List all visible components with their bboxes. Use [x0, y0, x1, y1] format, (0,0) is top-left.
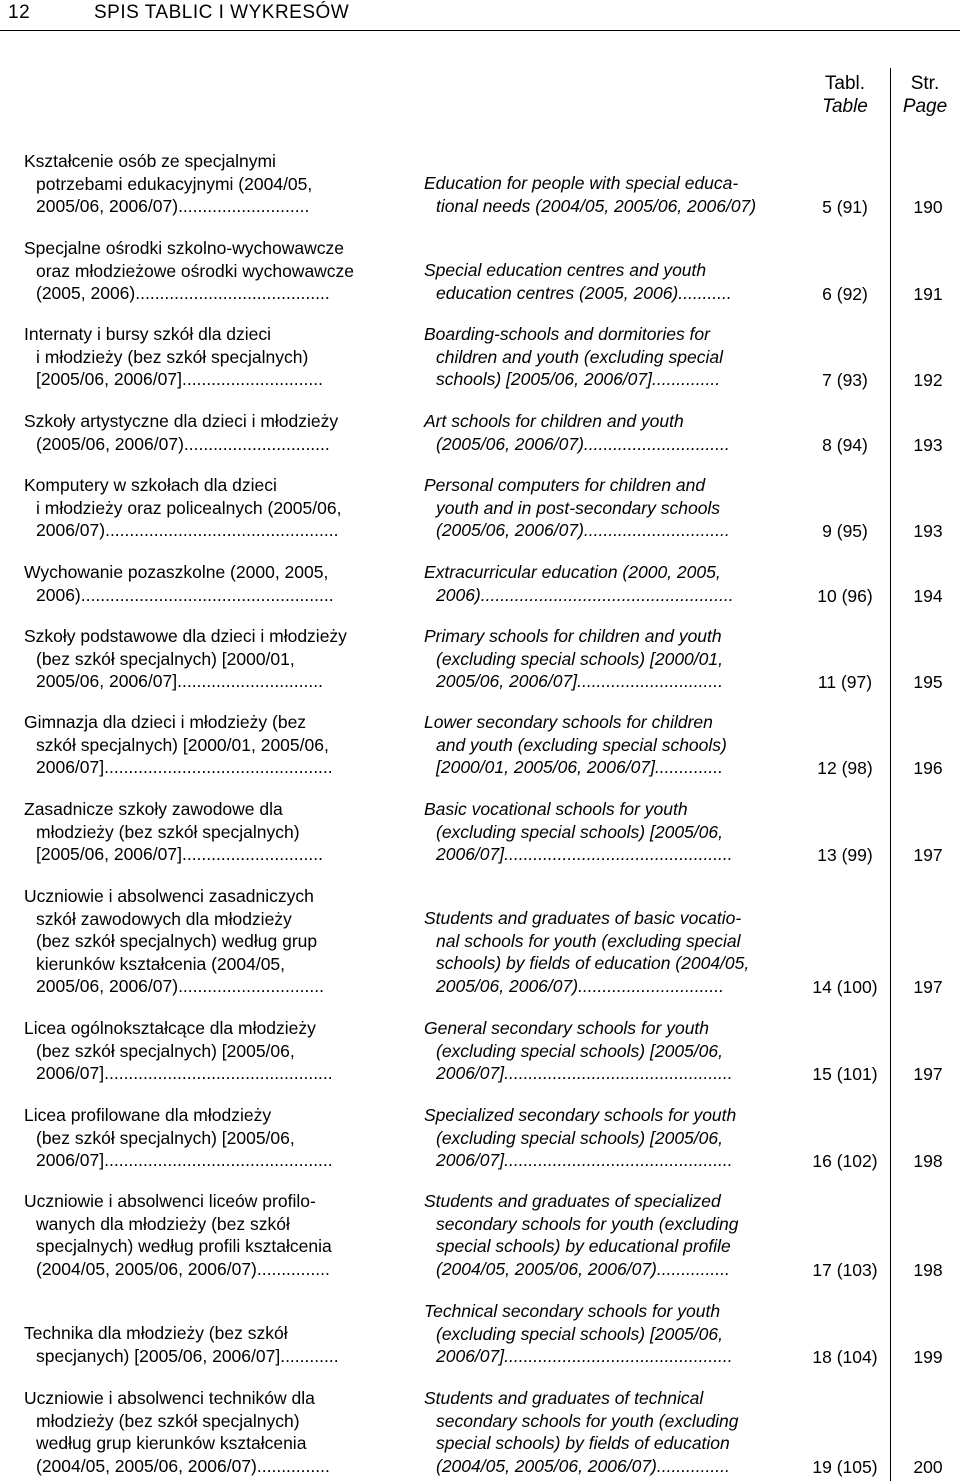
toc-entry [0, 1190, 960, 1281]
toc-entry [0, 150, 960, 218]
entry-page-number: 192 [913, 369, 943, 390]
toc-entry [0, 1017, 960, 1085]
entry-table-number: 17 (103) [812, 1259, 878, 1280]
table-column-heading [805, 72, 885, 118]
toc-entry [0, 323, 960, 391]
entry-page-number: 198 [913, 1259, 943, 1280]
entry-table-number: 18 (104) [812, 1346, 878, 1367]
entry-title-en: Basic vocational schools for youth (excluding special schools) [2005/06, 2006/07]............................................... [424, 799, 733, 864]
entry-table-number: 6 (92) [822, 283, 868, 304]
entry-page-number: 196 [913, 757, 943, 778]
page-heading-en: Page [902, 96, 948, 117]
entry-title-pl: Uczniowie i absolwenci liceów profilo- wanych dla młodzieży (bez szkół specjalnych) według profili kształcenia (2004/05, 2005/06, 2006/07)............... [24, 1191, 332, 1279]
entry-title-en: Education for people with special educa- tional needs (2004/05, 2005/06, 2006/07) [424, 173, 757, 216]
entry-title-pl: Szkoły artystyczne dla dzieci i młodzieży (2005/06, 2006/07).............................. [24, 411, 339, 454]
toc-entry [0, 798, 960, 866]
entry-title-pl: Internaty i bursy szkół dla dzieci i młodzieży (bez szkół specjalnych) [2005/06, 2006/07]............................. [24, 324, 323, 389]
entry-title-en: Students and graduates of specialized secondary schools for youth (excluding special schools) by educational profile (2004/05, 2005/06, 2006/07)............... [424, 1191, 739, 1279]
toc-entry [0, 711, 960, 779]
page-heading-pl: Str. [910, 73, 940, 94]
entry-table-number: 14 (100) [812, 976, 878, 997]
entry-table-number: 12 (98) [817, 757, 873, 778]
page-header [0, 0, 960, 31]
page-number: 12 [8, 2, 31, 23]
entry-table-number: 19 (105) [812, 1456, 878, 1477]
entry-table-number: 7 (93) [822, 369, 868, 390]
entry-title-pl: Gimnazja dla dzieci i młodzieży (bez szkół specjalnych) [2000/01, 2005/06, 2006/07]............................................... [24, 712, 333, 777]
entry-title-en: Personal computers for children and youth and in post-secondary schools (2005/06, 2006/07).............................. [424, 475, 730, 540]
entry-table-number: 15 (101) [812, 1063, 878, 1084]
entry-title-en: Technical secondary schools for youth (excluding special schools) [2005/06, 2006/07]............................................... [424, 1301, 733, 1366]
entry-table-number: 8 (94) [822, 434, 868, 455]
entry-title-pl: Technika dla młodzieży (bez szkół specjanych) [2005/06, 2006/07]............ [24, 1323, 339, 1366]
entry-title-en: Boarding-schools and dormitories for children and youth (excluding special schools) [2005/06, 2006/07].............. [424, 324, 723, 389]
entry-title-pl: Zasadnicze szkoły zawodowe dla młodzieży (bez szkół specjalnych) [2005/06, 2006/07]............................. [24, 799, 323, 864]
toc-entry [0, 1104, 960, 1172]
section-title: SPIS TABLIC I WYKRESÓW [94, 2, 350, 23]
entry-page-number: 193 [913, 434, 943, 455]
entry-title-pl: Uczniowie i absolwenci zasadniczych szkół zawodowych dla młodzieży (bez szkół specjalnych) według grup kierunków kształcenia (2004/05, 2005/06, 2006/07).............................. [24, 886, 324, 996]
entry-table-number: 16 (102) [812, 1150, 878, 1171]
entry-table-number: 9 (95) [822, 520, 868, 541]
entry-title-pl: Szkoły podstawowe dla dzieci i młodzieży (bez szkół specjalnych) [2000/01, 2005/06, 2006/07].............................. [24, 626, 347, 691]
entry-page-number: 194 [913, 585, 943, 606]
toc-entry [0, 625, 960, 693]
toc-entry [0, 474, 960, 542]
toc-entry [0, 885, 960, 998]
entry-title-en: Students and graduates of basic vocatio- nal schools for youth (excluding special schools) by fields of education (2004/05, 2005/06, 2006/07).............................. [424, 908, 750, 996]
entry-table-number: 5 (91) [822, 196, 868, 217]
entry-title-en: Extracurricular education (2000, 2005, 2006).................................................... [424, 562, 734, 605]
entry-page-number: 193 [913, 520, 943, 541]
entry-title-en: Specialized secondary schools for youth (excluding special schools) [2005/06, 2006/07]............................................... [424, 1105, 737, 1170]
entry-title-pl: Uczniowie i absolwenci techników dla młodzieży (bez szkół specjalnych) według grup kierunków kształcenia (2004/05, 2005/06, 2006/07)............... [24, 1388, 330, 1476]
toc-entry [0, 410, 960, 456]
toc-entry [0, 561, 960, 607]
entry-title-en: Special education centres and youth education centres (2005, 2006)........... [424, 260, 732, 303]
entry-page-number: 198 [913, 1150, 943, 1171]
toc-entry [0, 1387, 960, 1478]
entry-page-number: 197 [913, 1063, 943, 1084]
entry-title-en: General secondary schools for youth (excluding special schools) [2005/06, 2006/07]............................................... [424, 1018, 733, 1083]
toc-entry [0, 1300, 960, 1368]
toc-entry [0, 237, 960, 305]
entry-page-number: 197 [913, 976, 943, 997]
entry-title-pl: Specjalne ośrodki szkolno-wychowawcze oraz młodzieżowe ośrodki wychowawcze (2005, 2006)........................................ [24, 238, 355, 303]
entry-title-en: Primary schools for children and youth (excluding special schools) [2000/01, 2005/06, 2006/07].............................. [424, 626, 723, 691]
entry-page-number: 197 [913, 844, 943, 865]
table-heading-pl: Tabl. [824, 73, 866, 94]
entry-table-number: 10 (96) [817, 585, 873, 606]
entry-title-pl: Licea ogólnokształcące dla młodzieży (bez szkół specjalnych) [2005/06, 2006/07]............................................... [24, 1018, 333, 1083]
entry-title-pl: Komputery w szkołach dla dzieci i młodzieży oraz policealnych (2005/06, 2006/07)................................................ [24, 475, 342, 540]
entry-title-pl: Wychowanie pozaszkolne (2000, 2005, 2006).................................................... [24, 562, 334, 605]
entry-table-number: 13 (99) [817, 844, 873, 865]
entry-title-pl: Licea profilowane dla młodzieży (bez szkół specjalnych) [2005/06, 2006/07]............................................... [24, 1105, 333, 1170]
entry-title-en: Students and graduates of technical secondary schools for youth (excluding special schools) by fields of education (2004/05, 2005/06, 2006/07)............... [424, 1388, 739, 1476]
page-column-heading [892, 72, 958, 118]
entry-title-en: Lower secondary schools for children and youth (excluding special schools) [2000/01, 2005/06, 2006/07].............. [424, 712, 727, 777]
entry-page-number: 191 [913, 283, 943, 304]
table-heading-en: Table [822, 96, 868, 117]
entry-page-number: 199 [913, 1346, 943, 1367]
entry-title-en: Art schools for children and youth (2005/06, 2006/07).............................. [424, 411, 730, 454]
entry-page-number: 195 [913, 671, 943, 692]
entry-page-number: 200 [913, 1456, 943, 1477]
entry-page-number: 190 [913, 196, 943, 217]
entry-table-number: 11 (97) [817, 671, 873, 692]
entry-title-pl: Kształcenie osób ze specjalnymi potrzebami edukacyjnymi (2004/05, 2005/06, 2006/07)........................... [24, 151, 313, 216]
